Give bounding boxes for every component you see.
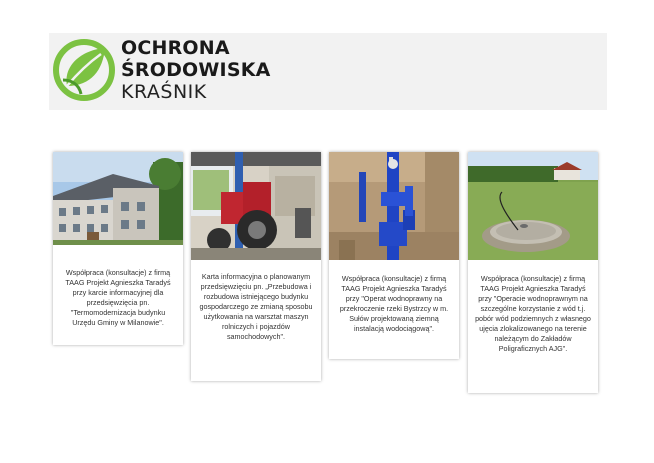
project-card-4[interactable]	[468, 152, 598, 393]
site-header	[49, 33, 607, 110]
workshop-tractor-photo[interactable]	[191, 152, 321, 260]
card-2-description: Karta informacyjna o planowanym przedsięwzięciu pn. „Przebudowa i rozbudowa istniejącego budynku gospodarczego ze zmianą sposobu użytkowania na warsztat maszyn rolniczych i pojazdów samochodowych".	[199, 272, 313, 341]
well-field-photo[interactable]	[468, 152, 598, 260]
brand-line-3: KRAŚNIK	[121, 81, 207, 103]
project-card-1[interactable]	[53, 152, 183, 345]
water-pipe-valves-photo[interactable]	[329, 152, 459, 260]
project-card-2[interactable]	[191, 152, 321, 381]
card-1-description: Współpraca (konsultacje) z firmą TAAG Projekt Agnieszka Taradyś przy karcie informacyjnej dla przedsięwzięcia pn. "Termomodernizacja budynku Urzędu Gminy w Milanowie".	[65, 268, 171, 327]
leaf-logo-icon[interactable]	[53, 36, 115, 104]
card-4-description: Współpraca (konsultacje) z firmą TAAG Projekt Agnieszka Taradyś przy "Operacie wodnoprawnym na szczególne korzystanie z wód t.j. pobór wód podziemnych z własnego ujęcia zlokalizowanego na terenie należącym do Zakładów Poligraficznych AJG".	[475, 274, 591, 353]
brand-line-2: ŚRODOWISKA	[121, 59, 271, 81]
building-photo[interactable]	[53, 152, 183, 245]
card-3-description: Współpraca (konsultacje) z firmą TAAG Projekt Agnieszka Taradyś przy "Operat wodnoprawny na przekroczenie rzeki Bystrzcy w m. Sułów projektowaną ziemną instalacją wodociągową".	[339, 274, 449, 333]
brand-name[interactable]	[121, 37, 271, 103]
brand-line-1: OCHRONA	[121, 37, 230, 59]
project-card-3[interactable]	[329, 152, 459, 359]
